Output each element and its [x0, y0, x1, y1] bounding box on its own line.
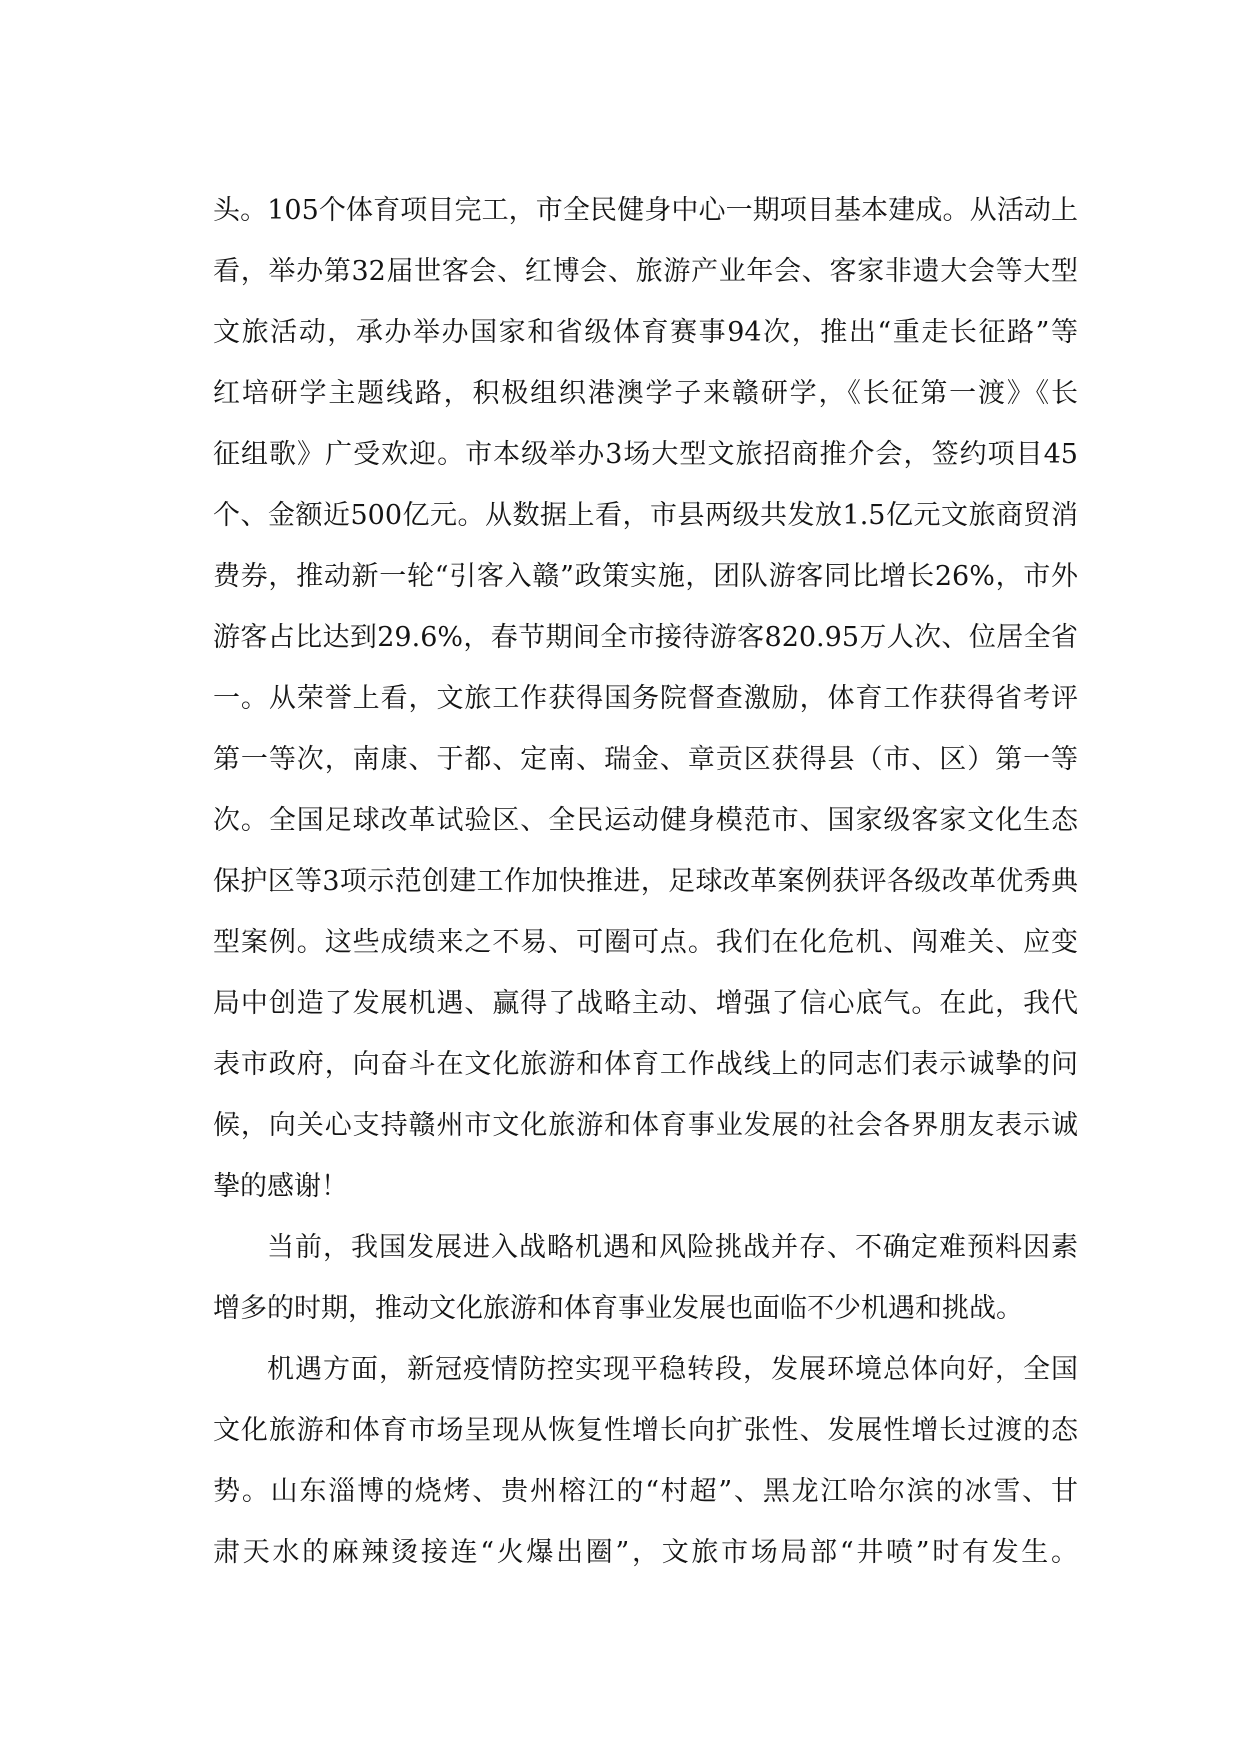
text-line: 表市政府，向奋斗在文化旅游和体育工作战线上的同志们表示诚挚的问 [213, 1049, 1078, 1080]
text-line: 个、金额近500亿元。从数据上看，市县两级共发放1.5亿元文旅商贸消 [213, 500, 1078, 531]
text-line: 挚的感谢！ [213, 1171, 348, 1202]
text-line: 势。山东淄博的烧烤、贵州榕江的“村超”、黑龙江哈尔滨的冰雪、甘 [213, 1476, 1078, 1507]
text-line: 局中创造了发展机遇、赢得了战略主动、增强了信心底气。在此，我代 [213, 988, 1078, 1019]
text-line: 游客占比达到29.6%，春节期间全市接待游客820.95万人次、位居全省 [213, 622, 1078, 653]
text-line: 文旅活动，承办举办国家和省级体育赛事94次，推出“重走长征路”等 [213, 317, 1078, 348]
paragraph-opportunities [213, 1339, 1078, 1583]
text-line: 增多的时期，推动文化旅游和体育事业发展也面临不少机遇和挑战。 [213, 1293, 1023, 1324]
paragraph-current-situation [213, 1217, 1078, 1339]
text-line: 当前，我国发展进入战略机遇和风险挑战并存、不确定难预料因素 [267, 1232, 1078, 1263]
text-line: 型案例。这些成绩来之不易、可圈可点。我们在化危机、闯难关、应变 [213, 927, 1078, 958]
text-line: 头。105个体育项目完工，市全民健身中心一期项目基本建成。从活动上 [213, 195, 1078, 226]
text-line: 一。从荣誉上看，文旅工作获得国务院督查激励，体育工作获得省考评 [213, 683, 1078, 714]
text-line: 候，向关心支持赣州市文化旅游和体育事业发展的社会各界朋友表示诚 [213, 1110, 1078, 1141]
text-line: 征组歌》广受欢迎。市本级举办3场大型文旅招商推介会，签约项目45 [213, 439, 1078, 470]
text-line: 文化旅游和体育市场呈现从恢复性增长向扩张性、发展性增长过渡的态 [213, 1415, 1078, 1446]
paragraph-achievements [213, 180, 1078, 1217]
text-line: 红培研学主题线路，积极组织港澳学子来赣研学，《长征第一渡》《长 [213, 378, 1078, 409]
text-line: 费券，推动新一轮“引客入赣”政策实施，团队游客同比增长26%，市外 [213, 561, 1078, 592]
text-line: 保护区等3项示范创建工作加快推进，足球改革案例获评各级改革优秀典 [213, 866, 1078, 897]
text-line: 肃天水的麻辣烫接连“火爆出圈”，文旅市场局部“井喷”时有发生。 [213, 1537, 1078, 1568]
body-text [213, 180, 1078, 1583]
text-line: 第一等次，南康、于都、定南、瑞金、章贡区获得县（市、区）第一等 [213, 744, 1078, 775]
text-line: 机遇方面，新冠疫情防控实现平稳转段，发展环境总体向好，全国 [267, 1354, 1078, 1385]
text-line: 次。全国足球改革试验区、全民运动健身模范市、国家级客家文化生态 [213, 805, 1078, 836]
text-line: 看，举办第32届世客会、红博会、旅游产业年会、客家非遗大会等大型 [213, 256, 1078, 287]
